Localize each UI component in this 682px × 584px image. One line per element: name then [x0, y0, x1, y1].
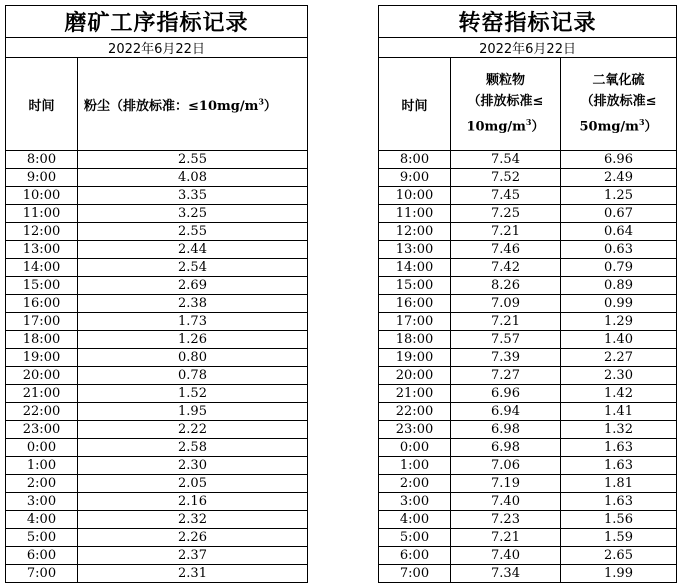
- table-row: [379, 565, 677, 583]
- dust-value-cell: 1.52: [78, 385, 308, 403]
- particulate-value-cell: 7.27: [451, 367, 561, 385]
- time-cell: 22:00: [6, 403, 78, 421]
- dust-value-cell: 2.31: [78, 565, 308, 583]
- dust-value-cell: 2.69: [78, 277, 308, 295]
- time-cell: 21:00: [6, 385, 78, 403]
- table-row: [6, 385, 308, 403]
- table-row: [6, 277, 308, 295]
- so2-value-cell: 1.32: [561, 421, 677, 439]
- so2-value-cell: 1.59: [561, 529, 677, 547]
- particulate-value-cell: 7.54: [451, 151, 561, 169]
- particulate-value-cell: 7.40: [451, 493, 561, 511]
- so2-value-cell: 0.63: [561, 241, 677, 259]
- table-row: [379, 403, 677, 421]
- col-header-so2: 二氧化硫 （排放标准≤ $50mg/m^3$）: [561, 58, 677, 151]
- time-cell: 5:00: [379, 529, 451, 547]
- table-row: [379, 151, 677, 169]
- dust-value-cell: 2.55: [78, 223, 308, 241]
- time-cell: 22:00: [379, 403, 451, 421]
- so2-value-cell: 0.79: [561, 259, 677, 277]
- time-cell: 6:00: [6, 547, 78, 565]
- time-cell: 14:00: [6, 259, 78, 277]
- particulate-value-cell: 8.26: [451, 277, 561, 295]
- table-row: [379, 421, 677, 439]
- time-cell: 9:00: [379, 169, 451, 187]
- particulate-value-cell: 7.46: [451, 241, 561, 259]
- table-row: [6, 403, 308, 421]
- time-cell: 10:00: [6, 187, 78, 205]
- particulate-value-cell: 7.40: [451, 547, 561, 565]
- particulate-value-cell: 6.94: [451, 403, 561, 421]
- particulate-value-cell: 7.42: [451, 259, 561, 277]
- so2-value-cell: 0.99: [561, 295, 677, 313]
- time-cell: 2:00: [379, 475, 451, 493]
- table-row: [379, 241, 677, 259]
- table-row: [6, 565, 308, 583]
- time-cell: 13:00: [6, 241, 78, 259]
- time-cell: 2:00: [6, 475, 78, 493]
- so2-value-cell: 2.65: [561, 547, 677, 565]
- dust-value-cell: 0.80: [78, 349, 308, 367]
- dust-value-cell: 2.32: [78, 511, 308, 529]
- particulate-value-cell: 7.25: [451, 205, 561, 223]
- dust-value-cell: 4.08: [78, 169, 308, 187]
- time-cell: 0:00: [379, 439, 451, 457]
- table-row: [379, 439, 677, 457]
- time-cell: 1:00: [6, 457, 78, 475]
- table-row: [6, 205, 308, 223]
- time-cell: 19:00: [379, 349, 451, 367]
- grinding-table-title: 磨矿工序指标记录: [6, 6, 308, 38]
- time-cell: 21:00: [379, 385, 451, 403]
- particulate-value-cell: 7.57: [451, 331, 561, 349]
- table-row: [6, 457, 308, 475]
- dust-value-cell: 2.05: [78, 475, 308, 493]
- table-row: [6, 241, 308, 259]
- time-cell: 8:00: [6, 151, 78, 169]
- dust-value-cell: 2.38: [78, 295, 308, 313]
- time-cell: 3:00: [6, 493, 78, 511]
- dust-value-cell: 2.16: [78, 493, 308, 511]
- table-row: [379, 223, 677, 241]
- grinding-table-date: 2022年6月22日: [6, 38, 308, 58]
- table-row: [379, 205, 677, 223]
- time-cell: 12:00: [6, 223, 78, 241]
- so2-value-cell: 1.40: [561, 331, 677, 349]
- so2-value-cell: 1.56: [561, 511, 677, 529]
- time-cell: 4:00: [379, 511, 451, 529]
- time-cell: 9:00: [6, 169, 78, 187]
- particulate-value-cell: 6.98: [451, 439, 561, 457]
- col-header-particulate: 颗粒物 （排放标准≤ $10mg/m^3$）: [451, 58, 561, 151]
- time-cell: 8:00: [379, 151, 451, 169]
- grinding-record-table: [5, 5, 308, 583]
- particulate-value-cell: 7.19: [451, 475, 561, 493]
- table-row: [379, 187, 677, 205]
- table-row: [379, 169, 677, 187]
- time-cell: 16:00: [379, 295, 451, 313]
- dust-value-cell: 2.22: [78, 421, 308, 439]
- table-row: [6, 169, 308, 187]
- time-cell: 1:00: [379, 457, 451, 475]
- col-header-time: 时间: [6, 58, 78, 151]
- time-cell: 5:00: [6, 529, 78, 547]
- table-row: [6, 493, 308, 511]
- so2-value-cell: 1.99: [561, 565, 677, 583]
- dust-value-cell: 2.37: [78, 547, 308, 565]
- table-row: [379, 457, 677, 475]
- particulate-value-cell: 7.34: [451, 565, 561, 583]
- dust-value-cell: 2.30: [78, 457, 308, 475]
- time-cell: 11:00: [6, 205, 78, 223]
- so2-value-cell: 1.63: [561, 493, 677, 511]
- particulate-value-cell: 6.96: [451, 385, 561, 403]
- so2-value-cell: 2.27: [561, 349, 677, 367]
- time-cell: 11:00: [379, 205, 451, 223]
- so2-value-cell: 0.67: [561, 205, 677, 223]
- table-row: [379, 367, 677, 385]
- dust-value-cell: 3.25: [78, 205, 308, 223]
- table-row: [379, 259, 677, 277]
- particulate-value-cell: 7.09: [451, 295, 561, 313]
- time-cell: 17:00: [379, 313, 451, 331]
- dust-value-cell: 1.73: [78, 313, 308, 331]
- table-row: [6, 187, 308, 205]
- dust-value-cell: 1.95: [78, 403, 308, 421]
- so2-value-cell: 2.30: [561, 367, 677, 385]
- dust-value-cell: 2.44: [78, 241, 308, 259]
- particulate-value-cell: 7.52: [451, 169, 561, 187]
- dust-value-cell: 1.26: [78, 331, 308, 349]
- particulate-value-cell: 7.21: [451, 223, 561, 241]
- so2-value-cell: 1.42: [561, 385, 677, 403]
- time-cell: 23:00: [6, 421, 78, 439]
- dust-value-cell: 0.78: [78, 367, 308, 385]
- table-row: [6, 151, 308, 169]
- time-cell: 7:00: [379, 565, 451, 583]
- particulate-value-cell: 7.23: [451, 511, 561, 529]
- table-row: [6, 421, 308, 439]
- table-row: [6, 511, 308, 529]
- particulate-value-cell: 7.21: [451, 313, 561, 331]
- table-row: [6, 259, 308, 277]
- dust-value-cell: 2.54: [78, 259, 308, 277]
- table-row: [379, 511, 677, 529]
- time-cell: 3:00: [379, 493, 451, 511]
- table-row: [379, 529, 677, 547]
- dust-value-cell: 3.35: [78, 187, 308, 205]
- table-row: [6, 349, 308, 367]
- time-cell: 6:00: [379, 547, 451, 565]
- so2-value-cell: 1.25: [561, 187, 677, 205]
- time-cell: 20:00: [6, 367, 78, 385]
- time-cell: 0:00: [6, 439, 78, 457]
- table-row: [6, 223, 308, 241]
- dust-value-cell: 2.26: [78, 529, 308, 547]
- table-row: [379, 493, 677, 511]
- grinding-table-body: [6, 151, 308, 583]
- col-header-dust: 粉尘（排放标准：$\le 10mg/m^3$）: [78, 58, 308, 151]
- so2-value-cell: 1.41: [561, 403, 677, 421]
- so2-value-cell: 0.89: [561, 277, 677, 295]
- col-header-time: 时间: [379, 58, 451, 151]
- time-cell: 15:00: [379, 277, 451, 295]
- time-cell: 12:00: [379, 223, 451, 241]
- so2-value-cell: 1.29: [561, 313, 677, 331]
- particulate-value-cell: 6.98: [451, 421, 561, 439]
- dust-value-cell: 2.58: [78, 439, 308, 457]
- time-cell: 10:00: [379, 187, 451, 205]
- particulate-value-cell: 7.39: [451, 349, 561, 367]
- time-cell: 19:00: [6, 349, 78, 367]
- table-row: [6, 547, 308, 565]
- time-cell: 18:00: [6, 331, 78, 349]
- table-row: [379, 277, 677, 295]
- time-cell: 18:00: [379, 331, 451, 349]
- kiln-table-title: 转窑指标记录: [379, 6, 677, 38]
- table-row: [6, 313, 308, 331]
- particulate-value-cell: 7.21: [451, 529, 561, 547]
- time-cell: 4:00: [6, 511, 78, 529]
- table-row: [6, 529, 308, 547]
- table-row: [6, 475, 308, 493]
- time-cell: 20:00: [379, 367, 451, 385]
- time-cell: 14:00: [379, 259, 451, 277]
- time-cell: 7:00: [6, 565, 78, 583]
- table-row: [379, 385, 677, 403]
- kiln-table-body: [379, 151, 677, 583]
- dust-value-cell: 2.55: [78, 151, 308, 169]
- time-cell: 13:00: [379, 241, 451, 259]
- so2-value-cell: 0.64: [561, 223, 677, 241]
- time-cell: 16:00: [6, 295, 78, 313]
- table-row: [6, 295, 308, 313]
- so2-value-cell: 1.63: [561, 457, 677, 475]
- so2-value-cell: 1.81: [561, 475, 677, 493]
- table-row: [379, 349, 677, 367]
- particulate-value-cell: 7.06: [451, 457, 561, 475]
- table-row: [6, 331, 308, 349]
- kiln-table-date: 2022年6月22日: [379, 38, 677, 58]
- table-row: [379, 547, 677, 565]
- particulate-value-cell: 7.45: [451, 187, 561, 205]
- time-cell: 15:00: [6, 277, 78, 295]
- table-row: [379, 313, 677, 331]
- table-row: [379, 475, 677, 493]
- table-row: [6, 439, 308, 457]
- time-cell: 23:00: [379, 421, 451, 439]
- table-row: [379, 331, 677, 349]
- time-cell: 17:00: [6, 313, 78, 331]
- table-row: [379, 295, 677, 313]
- so2-value-cell: 2.49: [561, 169, 677, 187]
- so2-value-cell: 6.96: [561, 151, 677, 169]
- kiln-record-table: [378, 5, 677, 583]
- table-row: [6, 367, 308, 385]
- so2-value-cell: 1.63: [561, 439, 677, 457]
